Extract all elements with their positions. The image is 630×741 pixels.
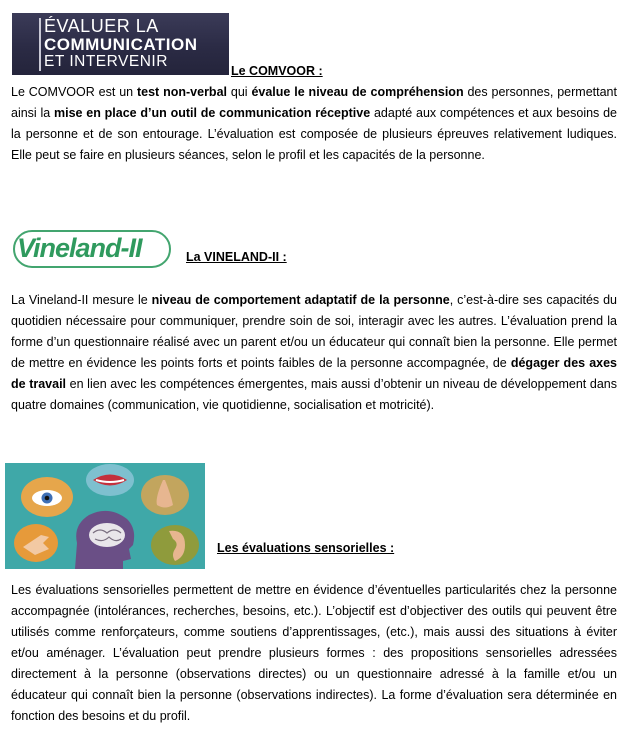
bold-text-run: dégager des axes de travail xyxy=(11,356,617,391)
senses-illustration xyxy=(5,463,205,569)
text-run: en lien avec les compétences émergentes, mais aussi d’obtenir un niveau de développement dans quatre domaines (communication, vie quotidienne, socialisation et motricité). xyxy=(11,377,618,412)
logo-line-3: ET INTERVENIR xyxy=(44,53,168,70)
comvoor-paragraph xyxy=(11,82,617,166)
brain-icon xyxy=(89,523,125,547)
text-run: Le COMVOOR est un xyxy=(11,85,137,99)
eye-pupil xyxy=(45,496,50,501)
sensory-heading: Les évaluations sensorielles : xyxy=(217,541,395,555)
vineland-paragraph xyxy=(11,290,617,416)
text-run: La Vineland-II mesure le xyxy=(11,293,152,307)
text-run: Les évaluations sensorielles permettent de mettre en évidence d’éventuelles particularités chez la personne accompagnée (intolérances, recherches, besoins, etc.). L’objectif est d’objectiver des outils qui peuvent être utilisés comme renforçateurs, comme soutiens d’apprentissages, (etc.), mais aussi des situations à éviter et/ou aménager. L’évaluation peut prendre plusieurs formes : des propositions sensorielles adressées directement à la personne (observations directes) ou un questionnaire adressé à la famille et/ou un éducateur qui connaît bien la personne (observations indirectes). La forme d’évaluation sera déterminée en fonction des besoins et du profil. xyxy=(11,583,617,723)
vineland-heading: La VINELAND-II : xyxy=(186,250,287,264)
text-run: , c’est-à-dire ses capacités du quotidien nécessaire pour communiquer, prendre soin de soi, interagir avec les autres. L’évaluation prend la forme d’un questionnaire réalisé avec un parent et/ou un éducateur qui connaît bien la personne. Elle permet de mettre en évidence les points forts et points faibles de la personne accompagnée, de xyxy=(11,293,617,370)
text-run: qui xyxy=(227,85,252,99)
logo-line-1: ÉVALUER LA xyxy=(44,16,159,36)
comvoor-heading: Le COMVOOR : xyxy=(231,64,323,78)
senses-illustration-svg xyxy=(5,463,205,569)
text-run: adapté aux compétences et aux besoins de la personne et de son entourage. L’évaluation est composée de plusieurs épreuves relativement ludiques. Elle peut se faire en plusieurs séances, selon le profil et les capacités de la personne. xyxy=(11,106,617,162)
bold-text-run: évalue le niveau de compréhension xyxy=(251,85,464,99)
bold-text-run: test non-verbal xyxy=(136,85,227,99)
text-run: des personnes, permettant ainsi la xyxy=(11,85,617,120)
comvoor-logo xyxy=(12,13,229,75)
vineland-logo: Vineland-II xyxy=(13,230,171,268)
logo-line-2: COMMUNICATION xyxy=(44,35,198,54)
sensory-paragraph xyxy=(11,580,617,727)
logo-accent-bar xyxy=(39,18,41,71)
bold-text-run: niveau de comportement adaptatif de la personne xyxy=(151,293,450,307)
bold-text-run: mise en place d’un outil de communication réceptive xyxy=(54,106,371,120)
